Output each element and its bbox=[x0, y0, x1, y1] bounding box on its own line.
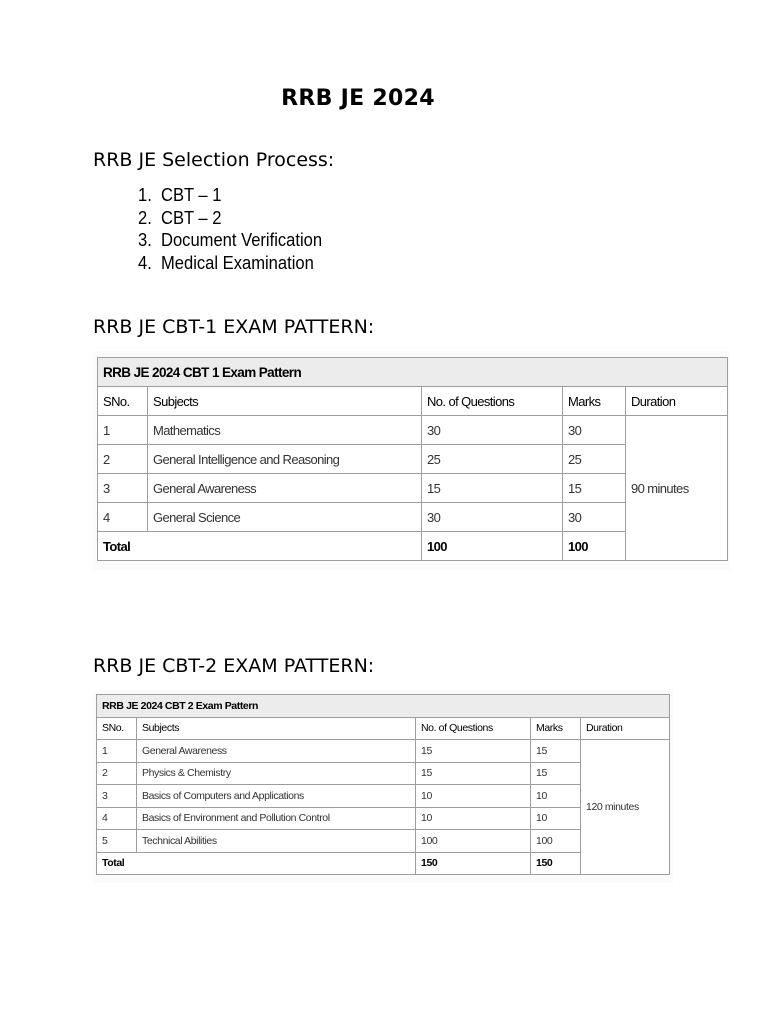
cell-sno: 2 bbox=[98, 445, 148, 474]
cell-sno: 1 bbox=[97, 740, 137, 763]
cell-subject: General Intelligence and Reasoning bbox=[148, 445, 422, 474]
cell-marks: 100 bbox=[531, 830, 581, 853]
column-header-duration: Duration bbox=[581, 717, 670, 740]
cell-questions: 30 bbox=[422, 503, 563, 532]
cell-marks: 15 bbox=[531, 762, 581, 785]
cbt1-table-image bbox=[93, 351, 730, 570]
list-item bbox=[138, 252, 322, 275]
cell-sno: 2 bbox=[97, 762, 137, 785]
cell-subject: Technical Abilities bbox=[137, 830, 416, 853]
column-header-questions: No. of Questions bbox=[422, 387, 563, 416]
column-header-sno: SNo. bbox=[97, 717, 137, 740]
cell-subject: General Science bbox=[148, 503, 422, 532]
cell-questions: 15 bbox=[416, 762, 531, 785]
list-item bbox=[138, 229, 322, 252]
cell-sno: 3 bbox=[98, 474, 148, 503]
cell-marks: 10 bbox=[531, 785, 581, 808]
cbt2-table-image bbox=[93, 690, 673, 883]
cell-questions: 10 bbox=[416, 785, 531, 808]
page-title: RRB JE 2024 bbox=[281, 86, 435, 111]
table-caption: RRB JE 2024 CBT 1 Exam Pattern bbox=[98, 358, 728, 387]
cell-marks: 15 bbox=[531, 740, 581, 763]
cell-sno: 4 bbox=[97, 807, 137, 830]
column-header-duration: Duration bbox=[626, 387, 728, 416]
cell-questions: 15 bbox=[422, 474, 563, 503]
cell-duration: 120 minutes bbox=[581, 740, 670, 875]
column-header-questions: No. of Questions bbox=[416, 717, 531, 740]
cell-marks: 15 bbox=[563, 474, 626, 503]
list-item-number: 2. bbox=[138, 207, 152, 228]
table-header-row bbox=[98, 387, 728, 416]
column-header-subjects: Subjects bbox=[148, 387, 422, 416]
cbt1-heading: RRB JE CBT-1 EXAM PATTERN: bbox=[93, 316, 375, 338]
cell-subject: General Awareness bbox=[137, 740, 416, 763]
cell-sno: 3 bbox=[97, 785, 137, 808]
cell-questions: 10 bbox=[416, 807, 531, 830]
list-item-number: 1. bbox=[138, 185, 152, 205]
total-questions: 150 bbox=[416, 852, 531, 875]
total-marks: 100 bbox=[563, 532, 626, 561]
list-item-label: Document Verification bbox=[161, 230, 323, 251]
cbt2-heading: RRB JE CBT-2 EXAM PATTERN: bbox=[93, 655, 375, 677]
cell-marks: 30 bbox=[563, 503, 626, 532]
cell-sno: 1 bbox=[98, 416, 148, 445]
cell-questions: 30 bbox=[422, 416, 563, 445]
cell-subject: Basics of Computers and Applications bbox=[137, 785, 416, 808]
list-item-number: 3. bbox=[138, 230, 152, 251]
cbt1-exam-pattern-table bbox=[97, 357, 728, 561]
list-item-number: 4. bbox=[138, 253, 152, 274]
table-header-row bbox=[97, 717, 670, 740]
cell-questions: 100 bbox=[416, 830, 531, 853]
selection-process-heading: RRB JE Selection Process: bbox=[93, 149, 335, 171]
cell-sno: 5 bbox=[97, 830, 137, 853]
cell-questions: 25 bbox=[422, 445, 563, 474]
list-item-label: CBT – 2 bbox=[161, 207, 222, 228]
cell-subject: Physics & Chemistry bbox=[137, 762, 416, 785]
cell-marks: 25 bbox=[563, 445, 626, 474]
cell-marks: 10 bbox=[531, 807, 581, 830]
list-item-label: CBT – 1 bbox=[161, 185, 222, 205]
table-caption: RRB JE 2024 CBT 2 Exam Pattern bbox=[97, 695, 670, 718]
total-marks: 150 bbox=[531, 852, 581, 875]
column-header-sno: SNo. bbox=[98, 387, 148, 416]
cell-subject: Basics of Environment and Pollution Control bbox=[137, 807, 416, 830]
cbt2-exam-pattern-table bbox=[96, 694, 670, 875]
cell-marks: 30 bbox=[563, 416, 626, 445]
cell-sno: 4 bbox=[98, 503, 148, 532]
list-item-label: Medical Examination bbox=[161, 253, 314, 274]
column-header-subjects: Subjects bbox=[137, 717, 416, 740]
total-label: Total bbox=[98, 532, 422, 561]
list-item bbox=[138, 184, 322, 207]
table-row bbox=[98, 416, 728, 445]
list-item bbox=[138, 207, 322, 230]
cell-subject: Mathematics bbox=[148, 416, 422, 445]
total-label: Total bbox=[97, 852, 416, 875]
column-header-marks: Marks bbox=[563, 387, 626, 416]
selection-steps-list bbox=[138, 184, 322, 275]
cell-subject: General Awareness bbox=[148, 474, 422, 503]
column-header-marks: Marks bbox=[531, 717, 581, 740]
table-row bbox=[97, 740, 670, 763]
cell-duration: 90 minutes bbox=[626, 416, 728, 561]
cell-questions: 15 bbox=[416, 740, 531, 763]
total-questions: 100 bbox=[422, 532, 563, 561]
